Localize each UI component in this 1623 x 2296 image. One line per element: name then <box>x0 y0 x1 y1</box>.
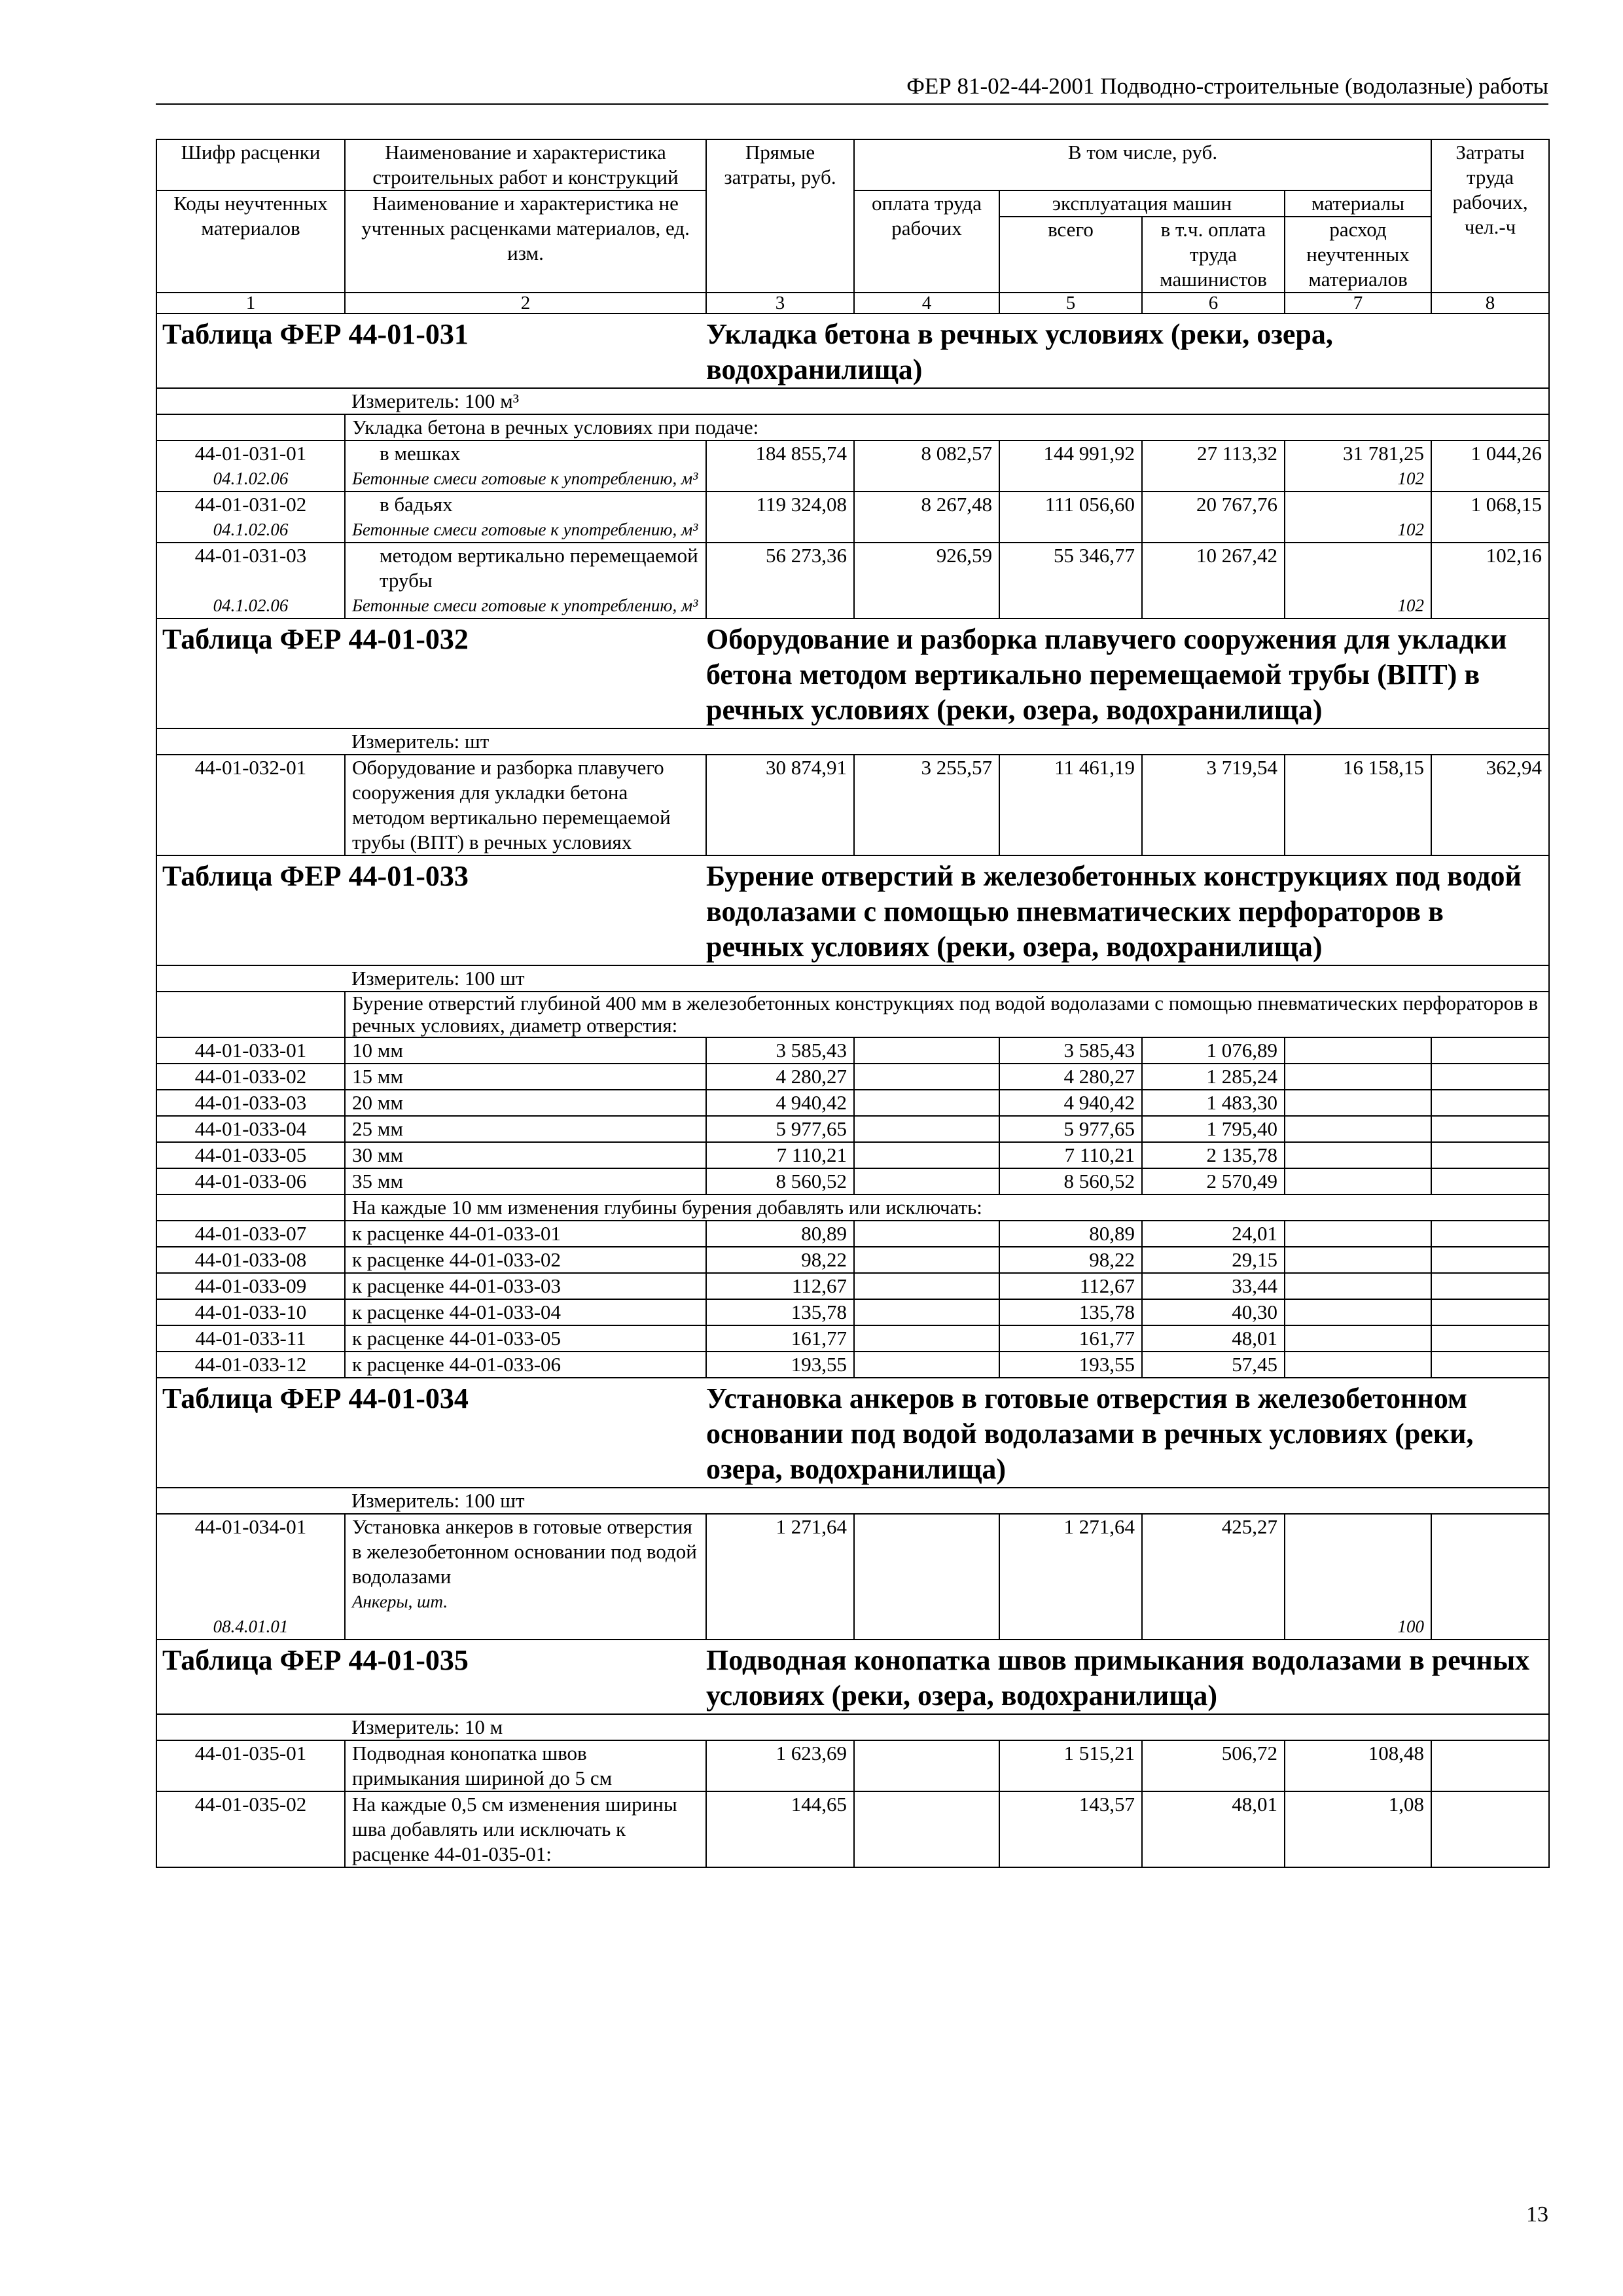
machines-wage: 2 135,78 <box>1142 1142 1285 1168</box>
machines-cost: 98,22 <box>999 1247 1142 1273</box>
labor-cost <box>1431 1168 1549 1194</box>
labor-cost <box>1431 1090 1549 1116</box>
rate-code <box>156 543 345 619</box>
direct-cost: 30 874,91 <box>706 755 854 855</box>
machines-cost: 161,77 <box>999 1325 1142 1352</box>
col-num: 1 <box>156 293 345 314</box>
material-name: Бетонные смеси готовые к употреблению, м³ <box>352 596 698 615</box>
materials-cost <box>1285 1064 1431 1090</box>
direct-cost: 135,78 <box>706 1299 854 1325</box>
machines-wage: 425,27 <box>1142 1514 1285 1640</box>
labor-cost <box>1431 1325 1549 1352</box>
section-44-01-032 <box>156 619 1549 855</box>
material-qty: 102 <box>1397 520 1425 539</box>
rate-name: к расценке 44-01-033-04 <box>345 1299 706 1325</box>
rate-code-text: 44-01-031-01 <box>194 442 307 465</box>
table-title-id <box>156 314 706 388</box>
direct-cost: 119 324,08 <box>706 492 854 543</box>
wage-cost <box>854 1116 999 1142</box>
material-name: Бетонные смеси готовые к употреблению, м³ <box>352 520 698 539</box>
rate-code: 44-01-033-02 <box>156 1064 345 1090</box>
wage-cost <box>854 1168 999 1194</box>
table-row <box>156 1325 1549 1352</box>
direct-cost: 161,77 <box>706 1325 854 1352</box>
table-title-text: Укладка бетона в речных условиях (реки, озера, водохранилища) <box>706 314 1549 388</box>
table-row <box>156 1221 1549 1247</box>
rate-name: 15 мм <box>345 1064 706 1090</box>
machines-wage: 40,30 <box>1142 1299 1285 1325</box>
direct-cost: 98,22 <box>706 1247 854 1273</box>
wage-cost <box>854 1325 999 1352</box>
table-row <box>156 1247 1549 1273</box>
direct-cost: 7 110,21 <box>706 1142 854 1168</box>
machines-wage: 57,45 <box>1142 1352 1285 1378</box>
direct-cost: 56 273,36 <box>706 543 854 619</box>
materials-cost <box>1285 1168 1431 1194</box>
wage-cost <box>854 1037 999 1064</box>
direct-cost: 1 623,69 <box>706 1740 854 1791</box>
rate-code <box>156 1514 345 1640</box>
table-row <box>156 1791 1549 1867</box>
rate-name: к расценке 44-01-033-01 <box>345 1221 706 1247</box>
direct-cost: 8 560,52 <box>706 1168 854 1194</box>
rate-code: 44-01-035-01 <box>156 1740 345 1791</box>
labor-cost <box>1431 1064 1549 1090</box>
materials-cost: 1,08 <box>1285 1791 1431 1867</box>
rate-code: 44-01-033-06 <box>156 1168 345 1194</box>
labor-cost: 102,16 <box>1431 543 1549 619</box>
machines-wage: 2 570,49 <box>1142 1168 1285 1194</box>
table-title-text: Подводная конопатка швов примыкания водолазами в речных условиях (реки, озера, водохранилища) <box>706 1640 1549 1714</box>
col-num: 3 <box>706 293 854 314</box>
materials-cost <box>1285 1247 1431 1273</box>
wage-cost <box>854 1247 999 1273</box>
col-num: 6 <box>1142 293 1285 314</box>
materials-cost-text <box>1292 543 1424 593</box>
table-title-id: Таблица ФЕР 44-01-032 <box>156 619 706 728</box>
rate-code: 44-01-035-02 <box>156 1791 345 1867</box>
rate-code <box>156 492 345 543</box>
rate-name: 30 мм <box>345 1142 706 1168</box>
material-code: 04.1.02.06 <box>213 469 289 488</box>
wage-cost <box>854 1352 999 1378</box>
rate-code-text: 44-01-031-03 <box>194 544 307 567</box>
wage-cost <box>854 1142 999 1168</box>
machines-cost: 80,89 <box>999 1221 1142 1247</box>
machines-wage: 48,01 <box>1142 1325 1285 1352</box>
labor-cost: 362,94 <box>1431 755 1549 855</box>
materials-cost <box>1285 1352 1431 1378</box>
rows-033-addition <box>156 1221 1549 1378</box>
labor-cost <box>1431 1116 1549 1142</box>
labor-cost <box>1431 1299 1549 1325</box>
table-title-text: Бурение отверстий в железобетонных конструкциях под водой водолазами с помощью пневматических перфораторов в речных условиях (реки, озера, водохранилища) <box>706 855 1549 965</box>
blank-cell <box>156 1194 345 1221</box>
materials-cost <box>1285 492 1431 543</box>
rate-name: к расценке 44-01-033-06 <box>345 1352 706 1378</box>
rate-code: 44-01-033-01 <box>156 1037 345 1064</box>
wage-cost: 8 082,57 <box>854 440 999 492</box>
machines-cost: 1 271,64 <box>999 1514 1142 1640</box>
labor-cost <box>1431 1273 1549 1299</box>
table-row <box>156 1037 1549 1064</box>
running-header: ФЕР 81-02-44-2001 Подводно-строительные (водолазные) работы <box>156 73 1548 105</box>
section-44-01-035 <box>156 1640 1549 1867</box>
machines-wage: 1 483,30 <box>1142 1090 1285 1116</box>
rate-name: Оборудование и разборка плавучего сооружения для укладки бетона методом вертикально перемещаемой трубы (ВПТ) в речных условиях <box>345 755 706 855</box>
materials-cost: 108,48 <box>1285 1740 1431 1791</box>
labor-cost <box>1431 1037 1549 1064</box>
labor-cost <box>1431 1791 1549 1867</box>
machines-cost: 1 515,21 <box>999 1740 1142 1791</box>
rate-name-text: Установка анкеров в готовые отверстия в железобетонном основании под водой водолазами <box>352 1515 697 1588</box>
machines-cost: 144 991,92 <box>999 440 1142 492</box>
machines-wage: 10 267,42 <box>1142 543 1285 619</box>
header-codes-unaccounted: Коды неучтенных материалов <box>156 190 345 293</box>
machines-cost: 7 110,21 <box>999 1142 1142 1168</box>
header-direct: Прямые затраты, руб. <box>706 139 854 293</box>
machines-cost: 5 977,65 <box>999 1116 1142 1142</box>
blank-cell <box>156 1488 345 1514</box>
labor-cost: 1 044,26 <box>1431 440 1549 492</box>
materials-cost <box>1285 1037 1431 1064</box>
wage-cost: 8 267,48 <box>854 492 999 543</box>
machines-wage: 48,01 <box>1142 1791 1285 1867</box>
rate-name: Подводная конопатка швов примыкания шириной до 5 см <box>345 1740 706 1791</box>
material-qty: 102 <box>1397 469 1425 488</box>
labor-cost <box>1431 1142 1549 1168</box>
machines-wage: 1 285,24 <box>1142 1064 1285 1090</box>
material-qty: 100 <box>1397 1617 1425 1636</box>
table-row <box>156 1090 1549 1116</box>
rate-code: 44-01-033-11 <box>156 1325 345 1352</box>
rate-name <box>345 543 706 619</box>
labor-cost <box>1431 1247 1549 1273</box>
materials-cost <box>1285 1514 1431 1640</box>
rate-code-text: 44-01-034-01 <box>194 1515 307 1538</box>
wage-cost <box>854 1064 999 1090</box>
materials-cost <box>1285 1273 1431 1299</box>
materials-cost <box>1285 543 1431 619</box>
rate-name-text: в мешках <box>380 442 461 465</box>
direct-cost: 4 280,27 <box>706 1064 854 1090</box>
machines-wage: 24,01 <box>1142 1221 1285 1247</box>
measure-unit: Измеритель: 100 шт <box>345 1488 1549 1514</box>
measure-unit: Измеритель: 10 м <box>345 1714 1549 1740</box>
section-caption: На каждые 10 мм изменения глубины бурения добавлять или исключать: <box>345 1194 1549 1221</box>
machines-cost: 3 585,43 <box>999 1037 1142 1064</box>
machines-wage: 33,44 <box>1142 1273 1285 1299</box>
header-machines-total: всего <box>999 217 1142 293</box>
rate-code <box>156 440 345 492</box>
machines-cost: 135,78 <box>999 1299 1142 1325</box>
table-row <box>156 1116 1549 1142</box>
section-44-01-031 <box>156 314 1549 619</box>
wage-cost <box>854 1791 999 1867</box>
machines-wage: 1 795,40 <box>1142 1116 1285 1142</box>
table-row <box>156 1299 1549 1325</box>
header-column-numbers <box>156 293 1549 314</box>
wage-cost <box>854 1299 999 1325</box>
wage-cost <box>854 1221 999 1247</box>
header-name-materials: Наименование и характеристика не учтенных расценками материалов, ед. изм. <box>345 190 706 293</box>
labor-cost: 1 068,15 <box>1431 492 1549 543</box>
materials-cost <box>1285 1116 1431 1142</box>
material-code: 04.1.02.06 <box>213 520 289 539</box>
direct-cost: 5 977,65 <box>706 1116 854 1142</box>
col-num: 2 <box>345 293 706 314</box>
table-title-id: Таблица ФЕР 44-01-033 <box>156 855 706 965</box>
direct-cost: 80,89 <box>706 1221 854 1247</box>
machines-wage: 27 113,32 <box>1142 440 1285 492</box>
table-row <box>156 440 1549 492</box>
direct-cost: 3 585,43 <box>706 1037 854 1064</box>
machines-cost: 11 461,19 <box>999 755 1142 855</box>
col-num: 7 <box>1285 293 1431 314</box>
table-row <box>156 1142 1549 1168</box>
table-row <box>156 755 1549 855</box>
materials-cost <box>1285 1299 1431 1325</box>
rate-code: 44-01-033-10 <box>156 1299 345 1325</box>
direct-cost: 144,65 <box>706 1791 854 1867</box>
rate-name: к расценке 44-01-033-05 <box>345 1325 706 1352</box>
section-caption: Бурение отверстий глубиной 400 мм в железобетонных конструкциях под водой водолазами с помощью пневматических перфораторов в речных условиях, диаметр отверстия: <box>345 992 1549 1037</box>
materials-cost: 16 158,15 <box>1285 755 1431 855</box>
price-document <box>156 139 1548 1868</box>
machines-wage: 29,15 <box>1142 1247 1285 1273</box>
section-44-01-033-addition <box>156 1194 1549 1221</box>
header-wage: оплата труда рабочих <box>854 190 999 293</box>
material-name: Анкеры, шт. <box>352 1592 448 1611</box>
rate-code: 44-01-033-03 <box>156 1090 345 1116</box>
direct-cost: 112,67 <box>706 1273 854 1299</box>
header-machines-wage: в т.ч. оплата труда машинистов <box>1142 217 1285 293</box>
machines-wage: 3 719,54 <box>1142 755 1285 855</box>
material-name: Бетонные смеси готовые к употреблению, м³ <box>352 469 698 488</box>
wage-cost: 3 255,57 <box>854 755 999 855</box>
rate-name: 35 мм <box>345 1168 706 1194</box>
rate-name <box>345 440 706 492</box>
direct-cost: 4 940,42 <box>706 1090 854 1116</box>
header-code: Шифр расценки <box>156 139 345 190</box>
labor-cost <box>1431 1352 1549 1378</box>
labor-cost <box>1431 1221 1549 1247</box>
section-caption: Укладка бетона в речных условиях при подаче: <box>345 414 1549 440</box>
direct-cost: 184 855,74 <box>706 440 854 492</box>
material-qty: 102 <box>1397 596 1425 615</box>
machines-wage: 20 767,76 <box>1142 492 1285 543</box>
measure-unit: Измеритель: 100 шт <box>345 965 1549 992</box>
machines-cost: 4 280,27 <box>999 1064 1142 1090</box>
blank-cell <box>156 388 345 414</box>
table-title-id-text: Таблица ФЕР 44-01-031 <box>162 318 469 350</box>
materials-cost-text <box>1292 492 1424 517</box>
blank-cell <box>156 965 345 992</box>
rate-name: 10 мм <box>345 1037 706 1064</box>
blank-cell <box>156 414 345 440</box>
rate-code: 44-01-032-01 <box>156 755 345 855</box>
blank-cell <box>156 1714 345 1740</box>
rate-code: 44-01-033-07 <box>156 1221 345 1247</box>
labor-cost <box>1431 1740 1549 1791</box>
table-row <box>156 1352 1549 1378</box>
rate-code: 44-01-033-09 <box>156 1273 345 1299</box>
table-row <box>156 543 1549 619</box>
machines-cost: 112,67 <box>999 1273 1142 1299</box>
machines-cost: 4 940,42 <box>999 1090 1142 1116</box>
table-title-id: Таблица ФЕР 44-01-034 <box>156 1378 706 1488</box>
rate-code: 44-01-033-05 <box>156 1142 345 1168</box>
rate-code: 44-01-033-04 <box>156 1116 345 1142</box>
col-num: 5 <box>999 293 1142 314</box>
table-row <box>156 1273 1549 1299</box>
materials-cost <box>1285 1142 1431 1168</box>
wage-cost: 926,59 <box>854 543 999 619</box>
table-title-text: Оборудование и разборка плавучего сооружения для укладки бетона методом вертикально перемещаемой трубы (ВПТ) в речных условиях (реки, озера, водохранилища) <box>706 619 1549 728</box>
machines-wage: 506,72 <box>1142 1740 1285 1791</box>
wage-cost <box>854 1740 999 1791</box>
rate-name: На каждые 0,5 см изменения ширины шва добавлять или исключать к расценке 44-01-035-01: <box>345 1791 706 1867</box>
materials-cost <box>1285 1090 1431 1116</box>
rate-name <box>345 1514 706 1640</box>
table-row <box>156 1168 1549 1194</box>
table-title-text: Установка анкеров в готовые отверстия в железобетонном основании под водой водолазами в речных условиях (реки, озера, водохранилища) <box>706 1378 1549 1488</box>
rate-name-text: в бадьях <box>380 493 453 516</box>
rate-code: 44-01-033-08 <box>156 1247 345 1273</box>
col-num: 4 <box>854 293 999 314</box>
rate-name: к расценке 44-01-033-02 <box>345 1247 706 1273</box>
table-row <box>156 1740 1549 1791</box>
machines-cost: 8 560,52 <box>999 1168 1142 1194</box>
direct-cost: 1 271,64 <box>706 1514 854 1640</box>
labor-cost <box>1431 1514 1549 1640</box>
table-title-id: Таблица ФЕР 44-01-035 <box>156 1640 706 1714</box>
rate-code-text: 44-01-031-02 <box>194 493 307 516</box>
materials-cost-text: 31 781,25 <box>1343 442 1425 465</box>
wage-cost <box>854 1514 999 1640</box>
table-row <box>156 492 1549 543</box>
materials-cost <box>1285 440 1431 492</box>
header-machines: эксплуатация машин <box>999 190 1285 217</box>
wage-cost <box>854 1090 999 1116</box>
table-header <box>156 139 1549 314</box>
direct-cost: 193,55 <box>706 1352 854 1378</box>
materials-cost <box>1285 1221 1431 1247</box>
price-table <box>156 139 1550 1868</box>
blank-cell <box>156 992 345 1037</box>
rate-name-text: методом вертикально перемещаемой трубы <box>380 544 698 592</box>
rows-033 <box>156 1037 1549 1194</box>
header-materials: материалы <box>1285 190 1431 217</box>
header-materials-consumption: расход неучтенных материалов <box>1285 217 1431 293</box>
materials-cost <box>1285 1325 1431 1352</box>
measure-unit: Измеритель: шт <box>345 728 1549 755</box>
header-labor: Затраты труда рабочих, чел.-ч <box>1431 139 1549 293</box>
machines-cost: 143,57 <box>999 1791 1142 1867</box>
table-row <box>156 1064 1549 1090</box>
machines-cost: 193,55 <box>999 1352 1142 1378</box>
rate-name <box>345 492 706 543</box>
machines-cost: 111 056,60 <box>999 492 1142 543</box>
section-44-01-034 <box>156 1378 1549 1640</box>
machines-wage: 1 076,89 <box>1142 1037 1285 1064</box>
header-name: Наименование и характеристика строительных работ и конструкций <box>345 139 706 190</box>
rate-name: 20 мм <box>345 1090 706 1116</box>
col-num: 8 <box>1431 293 1549 314</box>
machines-cost: 55 346,77 <box>999 543 1142 619</box>
section-44-01-033 <box>156 855 1549 1037</box>
material-code: 08.4.01.01 <box>213 1617 289 1636</box>
rate-name: к расценке 44-01-033-03 <box>345 1273 706 1299</box>
wage-cost <box>854 1273 999 1299</box>
page-number: 13 <box>1526 2202 1548 2227</box>
material-code: 04.1.02.06 <box>213 596 289 615</box>
table-row <box>156 1514 1549 1640</box>
measure-unit: Измеритель: 100 м³ <box>345 388 1549 414</box>
blank-cell <box>156 728 345 755</box>
header-including: В том числе, руб. <box>854 139 1431 190</box>
rate-code: 44-01-033-12 <box>156 1352 345 1378</box>
rate-name: 25 мм <box>345 1116 706 1142</box>
